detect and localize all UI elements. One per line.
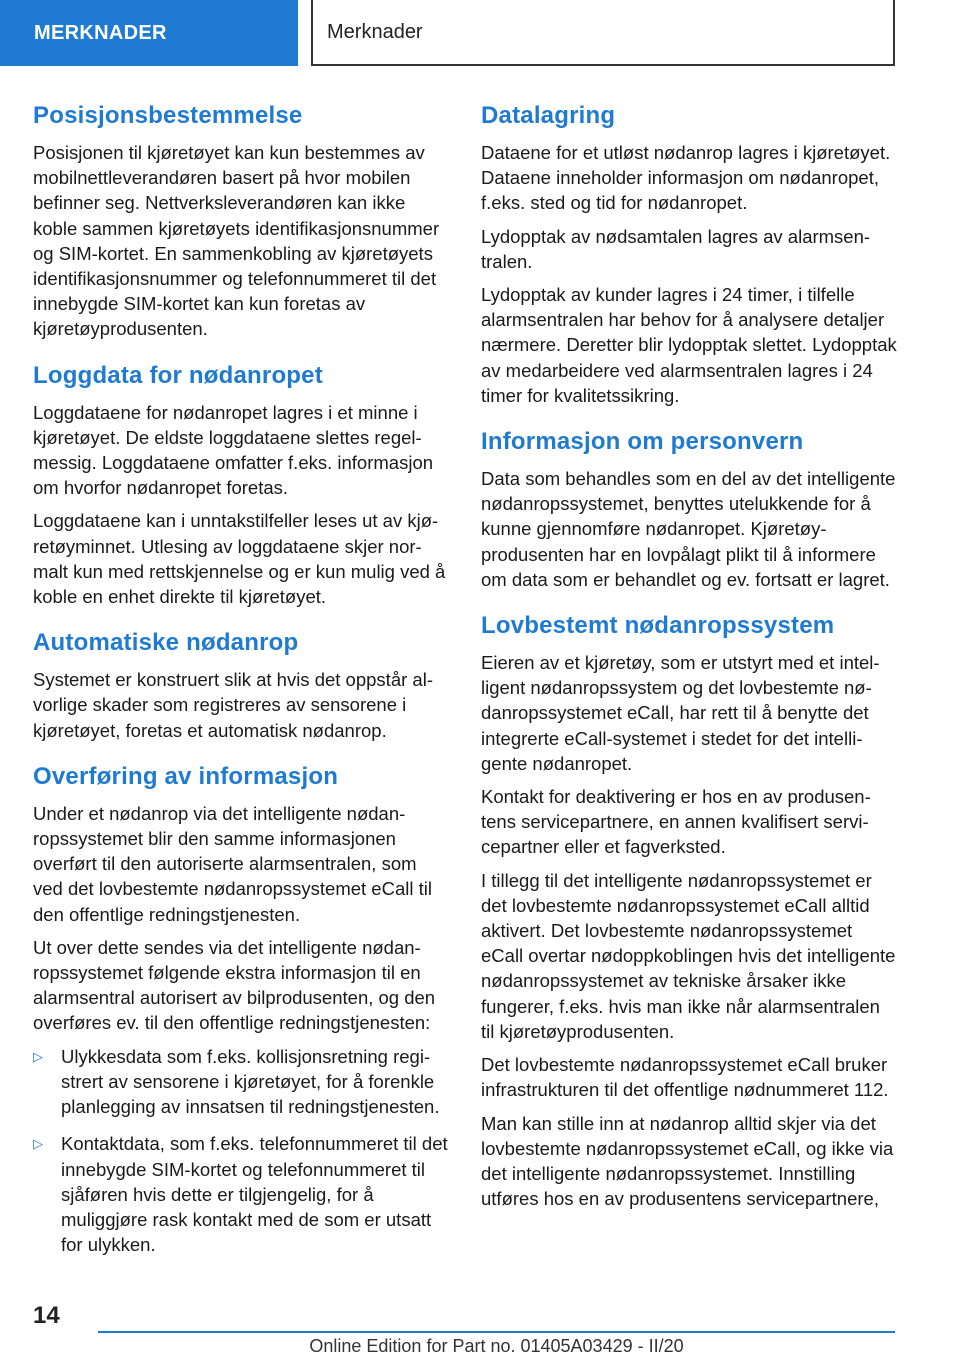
- section-personvern: [481, 426, 897, 592]
- paragraph: Posisjonen til kjøretøyet kan kun bestemmes av mobilnettleverandøren basert på hvor mobilen befinner seg. Nettverksleverandøren kan ikke koble sammen kjøretøyets identifikasjonsnummer og SIM-kortet. En sammenkobling av kjøretøyets identifikasjonsnummer og telefonnummeret til det innebygde SIM-kortet kan kun foretas av kjøretøyprodusenten.: [33, 142, 440, 340]
- right-column: [481, 100, 897, 1229]
- paragraph: Data som behandles som en del av det intelligente nødanropssystemet, benyttes utelukkende for å kunne gjennomføre nødanropet. Kjøretøyprodusenten har en lovpålagt plikt til å informere om data som er behandlet og ev. fortsatt er lagret.: [481, 468, 896, 590]
- page-header-title: Merknader: [311, 0, 895, 66]
- section-heading: Lovbestemt nødanropssystem: [481, 612, 835, 640]
- footer-divider: [98, 1331, 895, 1333]
- list-item: [33, 1044, 449, 1120]
- section-heading: Datalagring: [481, 102, 616, 129]
- paragraph: Man kan stille inn at nødanrop alltid skjer via det lovbestemte nødanropssystemet eCall, og ikke via det intelligente nødanropssystemet. Innstilling utføres hos en av produsentens servicepartnere,: [481, 1112, 894, 1210]
- section-loggdata: [33, 360, 449, 610]
- paragraph: Ut over dette sendes via det intelligente nødanropssystemet følgende ekstra informasjon til en alarmsentral autorisert av bilprodusenten, og den overføres ev. til den offentlige redningstjenesten:: [33, 936, 436, 1034]
- section-heading: Overføring av informasjon: [33, 762, 339, 790]
- triangle-bullet-icon: ▷: [33, 1136, 43, 1152]
- section-heading: Loggdata for nødanropet: [33, 361, 323, 389]
- section-lovbestemt: [481, 610, 897, 1211]
- list-item-text: Ulykkesdata som f.eks. kollisjonsretning registrert av sensorene i kjøretøyet, for å forenkle planlegging av innsatsen til redningstjenesten.: [61, 1045, 440, 1118]
- paragraph: Loggdataene kan i unntakstilfeller leses ut av kjøretøyminnet. Utlesing av loggdataene skjer normalt kun med rettskjennelse og er kun mulig ved å koble en enhet direkte til kjøretøyet.: [33, 510, 446, 608]
- paragraph: Lydopptak av kunder lagres i 24 timer, i tilfelle alarmsentralen har behov for å analysere detaljer nærmere. Deretter blir lydopptak slettet. Lydopptak av medarbeidere ved alarmsentralen lagres i 24 timer for kvalitetssikring.: [481, 284, 897, 406]
- paragraph: Loggdataene for nødanropet lagres i et minne i kjøretøyet. De eldste loggdataene slettes regelmessig. Loggdataene omfatter f.eks. informasjon om hvorfor nødanropet foretas.: [33, 401, 434, 499]
- paragraph: Dataene for et utløst nødanrop lagres i kjøretøyet. Dataene inneholder informasjon om nødanropet, f.eks. sted og tid for nødanropet.: [481, 142, 891, 214]
- list-item-text: Kontaktdata, som f.eks. telefonnummeret til det innebygde SIM-kortet og telefonnummeret til sjåføren hvis dette er tilgjengelig, for å muliggjøre rask kontakt med de som er utsatt for ulykken.: [61, 1133, 448, 1256]
- triangle-bullet-icon: ▷: [33, 1048, 43, 1064]
- paragraph: I tillegg til det intelligente nødanropssystemet er det lovbestemte nødanropssystemet eCall alltid aktivert. Det lovbestemte nødanropssystemet eCall overtar nødoppkoblingen hvis det intelligente nødanropssystemet av tekniske årsaker ikke fungerer, f.eks. hvis man ikke når alarmsentralen til kjøretøyprodusenten.: [481, 869, 896, 1042]
- section-datalagring: [481, 100, 897, 408]
- paragraph: Lydopptak av nødsamtalen lagres av alarmsentralen.: [481, 225, 871, 272]
- section-posisjonsbestemmelse: [33, 100, 449, 342]
- section-automatiske-nodanrop: [33, 627, 449, 743]
- section-heading: Informasjon om personvern: [481, 428, 804, 456]
- paragraph: Systemet er konstruert slik at hvis det oppstår alvorlige skader som registreres av sensorene i kjøretøyet, foretas et automatisk nødanrop.: [33, 669, 433, 741]
- paragraph: Kontakt for deaktivering er hos en av produsentens servicepartnere, en annen kvalifisert servicepartner eller et fagverksted.: [481, 786, 871, 858]
- section-heading: Posisjonsbestemmelse: [33, 102, 303, 129]
- bullet-list: [33, 1044, 449, 1258]
- paragraph: Det lovbestemte nødanropssystemet eCall bruker infrastrukturen til det offentlige nødnummeret 112.: [481, 1054, 889, 1101]
- list-item: [33, 1131, 449, 1257]
- paragraph: Under et nødanrop via det intelligente nødanropssystemet blir den samme informasjonen overført til den autoriserte alarmsentralen, som ved det lovbestemte nødanropssystemet eCall til den offentlige redningstjenesten.: [33, 802, 432, 925]
- section-heading: Automatiske nødanrop: [33, 629, 299, 657]
- section-tab: MERKNADER: [0, 0, 298, 66]
- page-number: 14: [33, 1302, 60, 1329]
- paragraph: Eieren av et kjøretøy, som er utstyrt med et intelligent nødanropssystem og det lovbestemte nødanropssystemet eCall, har rett til å benytte det integrerte eCall-systemet i stedet for det intelligente nødanropet.: [481, 652, 880, 774]
- section-overforing: [33, 761, 449, 1257]
- left-column: [33, 100, 449, 1275]
- footer-edition: Online Edition for Part no. 01405A03429 - II/20: [309, 1336, 684, 1356]
